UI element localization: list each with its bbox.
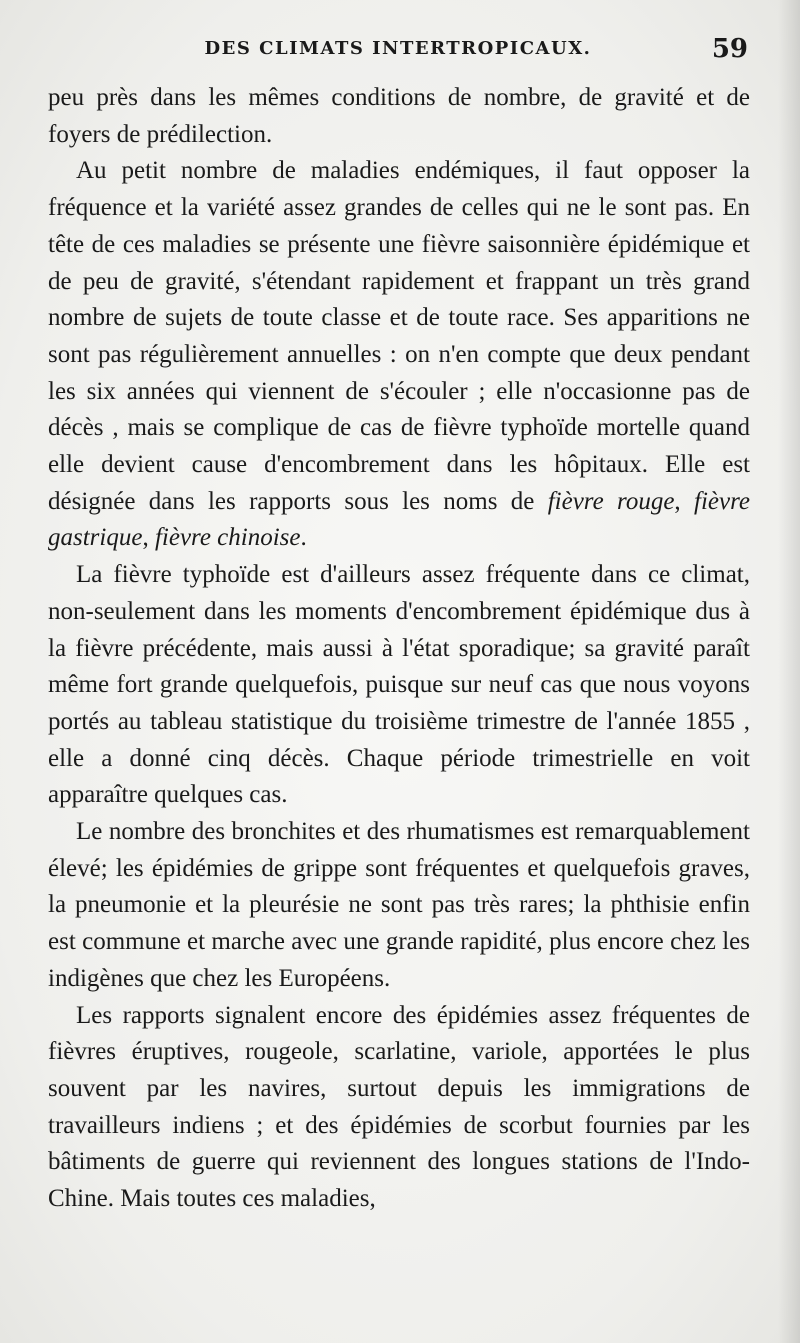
- italic-term-fievre-gastrique: fièvre gastrique: [48, 487, 750, 552]
- paragraph-5: Les rapports signalent encore des épidémies assez fréquentes de fièvres éruptives, rougeole, scarlatine, variole, apportées le plus souvent par les navires, surtout depuis les immigrations de travailleurs indiens ; et des épidémies de scorbut fournies par les bâtiments de guerre qui reviennent des longues stations de l'Indo-Chine. Mais toutes ces maladies,: [48, 1001, 750, 1213]
- body-text: [48, 80, 750, 1218]
- running-head-title: DES CLIMATS INTERTROPICAUX.: [204, 38, 592, 59]
- italic-term-fievre-rouge: fièvre rouge: [547, 487, 675, 515]
- paragraph-3: La fièvre typhoïde est d'ailleurs assez fréquente dans ce climat, non-seulement dans les moments d'encombrement épidémique dus à la fièvre précédente, mais aussi à l'état sporadique; sa gravité paraît même fort grande quelquefois, puisque sur neuf cas que nous voyons portés au tableau statistique du troisième trimestre de l'année 1855 , elle a donné cinq décès. Chaque période trimestrielle en voit apparaître quelques cas.: [48, 561, 750, 809]
- separator: ,: [142, 524, 155, 552]
- page-number: 59: [711, 34, 748, 64]
- italic-term-fievre-chinoise: fièvre chinoise: [154, 524, 301, 552]
- paragraph-1: peu près dans les mêmes conditions de nombre, de gravité et de foyers de prédilection.: [48, 84, 750, 148]
- running-head: [48, 34, 748, 74]
- paragraph-2: [48, 153, 750, 557]
- paragraph-2-end: .: [300, 524, 307, 552]
- page-edge-shadow: [778, 0, 800, 1343]
- paragraph-4: Le nombre des bronchites et des rhumatismes est remarquablement élevé; les épidémies de grippe sont fréquentes et quelquefois graves, la pneumonie et la pleurésie ne sont pas très rares; la phthisie enfin est commune et marche avec une grande rapidité, plus encore chez les indigènes que chez les Européens.: [48, 818, 750, 992]
- paragraph-2-text: Au petit nombre de maladies endémiques, il faut opposer la fréquence et la variété assez grandes de celles qui ne le sont pas. En tête de ces maladies se présente une fièvre saisonnière épidémique et de peu de gravité, s'étendant rapidement et frappant un très grand nombre de sujets de toute classe et de toute race. Ses apparitions ne sont pas régulièrement annuelles : on n'en compte que deux pendant les six années qui viennent de s'écouler ; elle n'occasionne pas de décès , mais se complique de cas de fièvre typhoïde mortelle quand elle devient cause d'encombrement dans les hôpitaux. Elle est désignée dans les rapports sous les noms de: [48, 157, 750, 515]
- separator: ,: [674, 487, 695, 515]
